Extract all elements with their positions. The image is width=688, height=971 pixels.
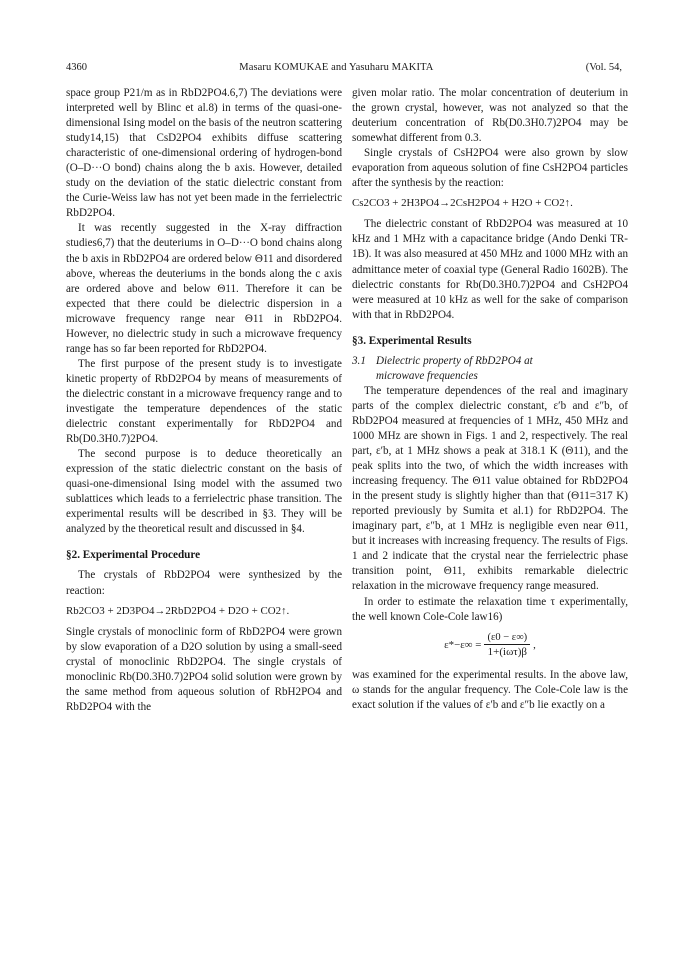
paragraph: The temperature dependences of the real and imaginary parts of the complex dielectric constant, ε′b and ε″b, of RbD2PO4 measured at frequencies of 1 MHz, 450 MHz and 1000 MHz are shown in Figs. 1 and 2, respectively. The real part, ε′b, at 1 MHz shows a peak at 318.1 K (Θ11), and the peak splits into the two, of which the width increases with increasing frequency. The Θ11 value obtained for RbD2PO4 in the present study is slightly higher than that (Θ11=317 K) reported previously by Sumita et al.1) for RbD2PO4. The imaginary part, ε″b, at 1 MHz is negligible even near Θ11, but it increases with increasing frequency. The results of Figs. 1 and 2 indicate that the crystal near the ferrielectric phase transition point, Θ11, exhibits remarkable dielectric relaxation in the microwave frequency range measured. — [352, 384, 628, 593]
section-heading: §3. Experimental Results — [352, 334, 472, 347]
page-number: 4360 — [66, 62, 87, 73]
paragraph: space group P21/m as in RbD2PO4.6,7) The deviations were interpreted well by Blinc et al.8) in terms of the quasi-one-dimensional Ising model on the basis of the neutron scattering study14,15) that CsD2PO4 exhibits diffuse scattering characteristic of one-dimensional ordering of hydrogen-bond (O–D···O bond) chains along the b axis. However, detailed study on the deviation of the static dielectric constant from the Curie-Weiss law has not yet been made in the ferrielectric RbD2PO4. — [66, 87, 342, 220]
cole-cole-equation — [352, 631, 628, 660]
equation-numerator: (ε0 − ε∞) — [484, 631, 530, 645]
paragraph: In order to estimate the relaxation time τ experimentally, the well known Cole-Cole law16) — [352, 595, 628, 623]
paragraph: The first purpose of the present study is to investigate kinetic property of RbD2PO4 by means of measurements of the dielectric constant in a microwave frequency range and to investigate the temperature dependences of the static dielectric constant experimentally for RbD2PO4 and Rb(D0.3H0.7)2PO4. — [66, 357, 342, 446]
volume-label: (Vol. 54, — [585, 62, 622, 73]
equation-lhs: ε*−ε∞ = — [444, 638, 482, 651]
paragraph: The dielectric constant of RbD2PO4 was measured at 10 kHz and 1 MHz with a capacitance bridge (Ando Denki TR-1B). It was also measured at 450 MHz and 1000 MHz with an admittance meter of coaxial type (General Radio 1602B). The dielectric constants for Rb(D0.3H0.7)2PO4 and CsH2PO4 were measured at 10 kHz as well for the sake of comparison with that in RbD2PO4. — [352, 218, 628, 321]
section-heading: §2. Experimental Procedure — [66, 549, 201, 562]
page-header — [66, 62, 622, 78]
subsection-heading — [352, 354, 628, 384]
paragraph: The second purpose is to deduce theoretically an expression of the static dielectric constant on the basis of quasi-one-dimensional Ising model with the assumed two sublattices which leads to a ferrielectric phase transition. The experimental results will be described in §3. They will be analyzed by the theoretical result and discussed in §4. — [66, 448, 342, 536]
left-column — [66, 86, 342, 715]
paragraph: Single crystals of monoclinic form of RbD2PO4 were grown by slow evaporation of a D2O solution by using a small-seed crystal of monoclinic RbD2PO4. The single crystals of monoclinic Rb(D0.3H0.7)2PO4 solid solution were grown by the same method from aqueous solution of RbH2PO4 and RbD2PO4 with the — [66, 625, 342, 713]
paragraph: The crystals of RbD2PO4 were synthesized by the reaction: — [66, 569, 342, 597]
paragraph: Single crystals of CsH2PO4 were also grown by slow evaporation from aqueous solution of fine CsH2PO4 particles after the synthesis by the reaction: — [352, 147, 628, 190]
paragraph: It was recently suggested in the X-ray diffraction studies6,7) that the deuteriums in O–D···O bond chains along the b axis in RbD2PO4 are ordered below Θ11 and disordered above, whereas the deuteriums in the bonds along the c axis are ordered above and below Θ11. Therefore it can be expected that there could be dielectric dispersion in a microwave frequency range near Θ11 in RbD2PO4. However, no dielectric study in such a microwave frequency range has so far been reported for RbD2PO4. — [66, 222, 342, 355]
equation-fraction — [484, 631, 530, 660]
equation-denominator: 1+(iωτ)β — [487, 645, 527, 658]
running-title: Masaru KOMUKAE and Yasuharu MAKITA — [239, 62, 434, 73]
equation-comma: , — [533, 638, 536, 651]
paragraph: was examined for the experimental results. In the above law, ω stands for the angular frequency. The Cole-Cole law is the exact solution if the values of ε′b and ε″b lie exactly on a — [352, 668, 628, 711]
subsection-title-continued: microwave frequencies — [376, 369, 478, 382]
reaction-equation: Rb2CO3 + 2D3PO4→2RbD2PO4 + D2O + CO2↑. — [66, 604, 290, 617]
paragraph: given molar ratio. The molar concentration of deuterium in the grown crystal, however, was not analyzed so that the deuterium concentration of Rb(D0.3H0.7)2PO4 may be somewhat different from 0.3. — [352, 87, 628, 145]
subsection-title: Dielectric property of RbD2PO4 at — [376, 354, 533, 367]
reaction-equation: Cs2CO3 + 2H3PO4→2CsH2PO4 + H2O + CO2↑. — [352, 197, 573, 210]
right-column — [352, 86, 628, 713]
subsection-number: 3.1 — [352, 354, 366, 367]
